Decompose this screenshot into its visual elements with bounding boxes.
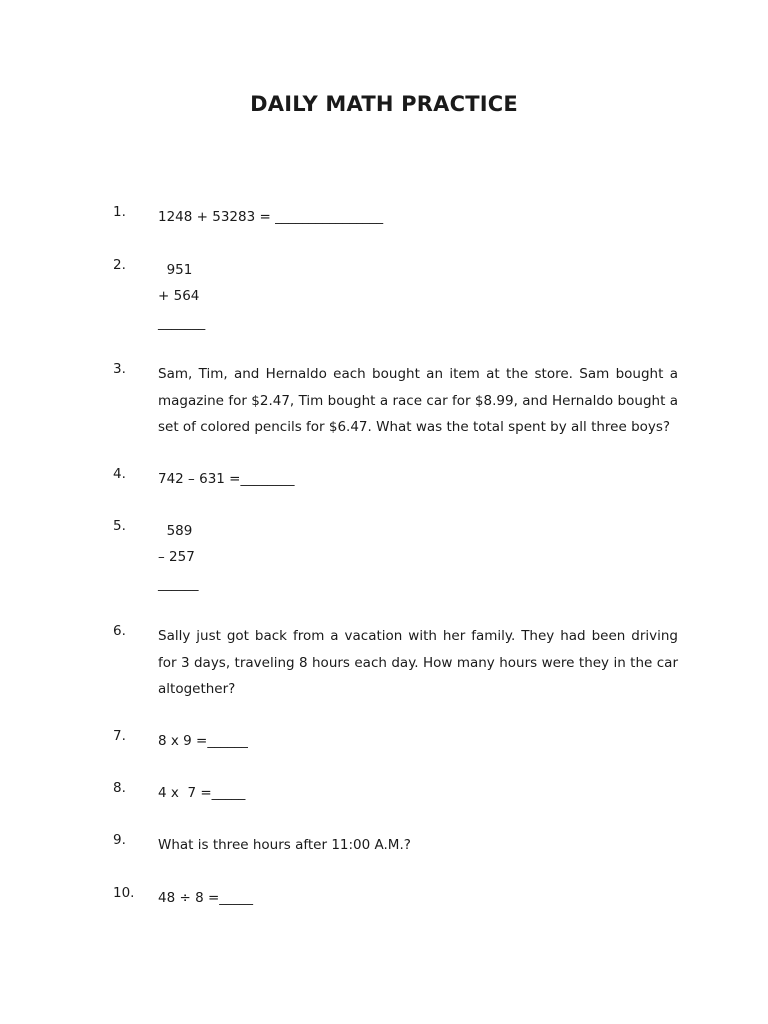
question-number: 5. <box>113 518 126 534</box>
question-number: 8. <box>113 780 126 796</box>
answer-blank: _______ <box>158 314 206 331</box>
answer-blank: ______ <box>158 575 199 592</box>
question-number: 7. <box>113 728 126 744</box>
page-title: DAILY MATH PRACTICE <box>250 92 518 116</box>
question-number: 3. <box>113 361 126 377</box>
addend-1: 951 <box>158 262 193 278</box>
addend-2: + 564 <box>158 288 200 305</box>
minuend: 589 <box>158 523 193 539</box>
question-text: 48 ÷ 8 =_____ <box>158 890 254 906</box>
question-number: 6. <box>113 623 126 639</box>
question-number: 2. <box>113 257 126 273</box>
question-text: Sally just got back from a vacation with her family. They had been driving for 3 days, traveling 8 hours each day. How many hours were they in the car altogether? <box>158 628 678 697</box>
question-text: What is three hours after 11:00 A.M.? <box>158 837 411 853</box>
question-number: 9. <box>113 832 126 848</box>
question-number: 4. <box>113 466 126 482</box>
question-number: 1. <box>113 204 126 220</box>
subtrahend: – 257 <box>158 549 195 566</box>
question-text: 1248 + 53283 = ________________ <box>158 209 384 225</box>
question-text: Sam, Tim, and Hernaldo each bought an item at the store. Sam bought a magazine for $2.47, Tim bought a race car for $8.99, and Hernaldo bought a set of colored pencils for $6.47. What was the total spent by all three boys? <box>158 366 678 435</box>
question-text: 742 – 631 =________ <box>158 471 295 487</box>
question-text: 4 x 7 =_____ <box>158 785 246 801</box>
question-text: 8 x 9 =______ <box>158 733 248 749</box>
question-number: 10. <box>113 885 135 901</box>
